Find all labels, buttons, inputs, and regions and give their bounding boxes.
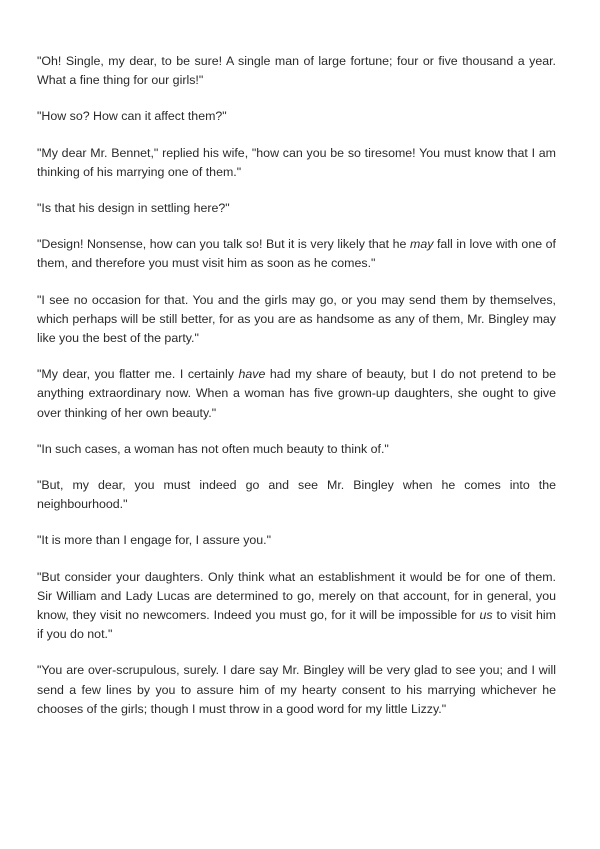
paragraph-1: [37, 52, 556, 90]
paragraph-4: [37, 199, 556, 218]
paragraph-7: [37, 365, 556, 423]
paragraph-text: to visit him if you do not.": [37, 608, 557, 642]
paragraph-12: [37, 661, 556, 719]
paragraph-10: [37, 531, 556, 550]
paragraph-text: "Is that his design in settling here?": [37, 201, 230, 216]
paragraph-text: "Oh! Single, my dear, to be sure! A single man of large fortune; four or five thousand a year. What a fine thing for our girls!": [37, 54, 556, 88]
emphasis-text: have: [238, 367, 266, 382]
paragraph-text: "How so? How can it affect them?": [37, 109, 227, 124]
emphasis-text: may: [410, 237, 434, 252]
paragraph-11: [37, 568, 556, 645]
emphasis-text: us: [479, 608, 493, 623]
paragraph-6: [37, 291, 556, 349]
paragraph-9: [37, 476, 556, 514]
paragraph-text: fall in love with one of them, and therefore you must visit him as soon as he comes.": [37, 237, 556, 271]
paragraph-text: "But consider your daughters. Only think what an establishment it would be for one of them. Sir William and Lady Lucas are determined to go, merely on that account, for in general, you know, they visit no newcomers. Indeed you must go, for it will be impossible for: [37, 569, 556, 623]
paragraph-text: "You are over-scrupulous, surely. I dare say Mr. Bingley will be very glad to see you; and I will send a few lines by you to assure him of my hearty consent to his marrying whichever he chooses of the girls; though I must throw in a good word for my little Lizzy.": [37, 663, 556, 716]
paragraph-text: "It is more than I engage for, I assure you.": [37, 533, 272, 548]
paragraph-text: "I see no occasion for that. You and the girls may go, or you may send them by themselves, which perhaps will be still better, for as you are as handsome as any of them, Mr. Bingley may like you the best of the party.": [37, 292, 556, 346]
paragraph-8: [37, 440, 556, 459]
paragraph-text: "My dear Mr. Bennet," replied his wife, "how can you be so tiresome! You must know that I am thinking of his marrying one of them.": [37, 145, 556, 179]
paragraph-text: "Design! Nonsense, how can you talk so! But it is very likely that he: [37, 237, 410, 252]
paragraph-text: "My dear, you flatter me. I certainly: [37, 367, 239, 382]
paragraph-2: [37, 107, 556, 126]
paragraph-text: "In such cases, a woman has not often much beauty to think of.": [37, 441, 389, 456]
paragraph-text: "But, my dear, you must indeed go and see Mr. Bingley when he comes into the neighbourhood.": [37, 478, 556, 512]
paragraph-3: [37, 144, 556, 182]
paragraph-text: had my share of beauty, but I do not pretend to be anything extraordinary now. When a woman has five grown-up daughters, she ought to give over thinking of her own beauty.": [37, 367, 556, 420]
paragraph-5: [37, 235, 556, 273]
